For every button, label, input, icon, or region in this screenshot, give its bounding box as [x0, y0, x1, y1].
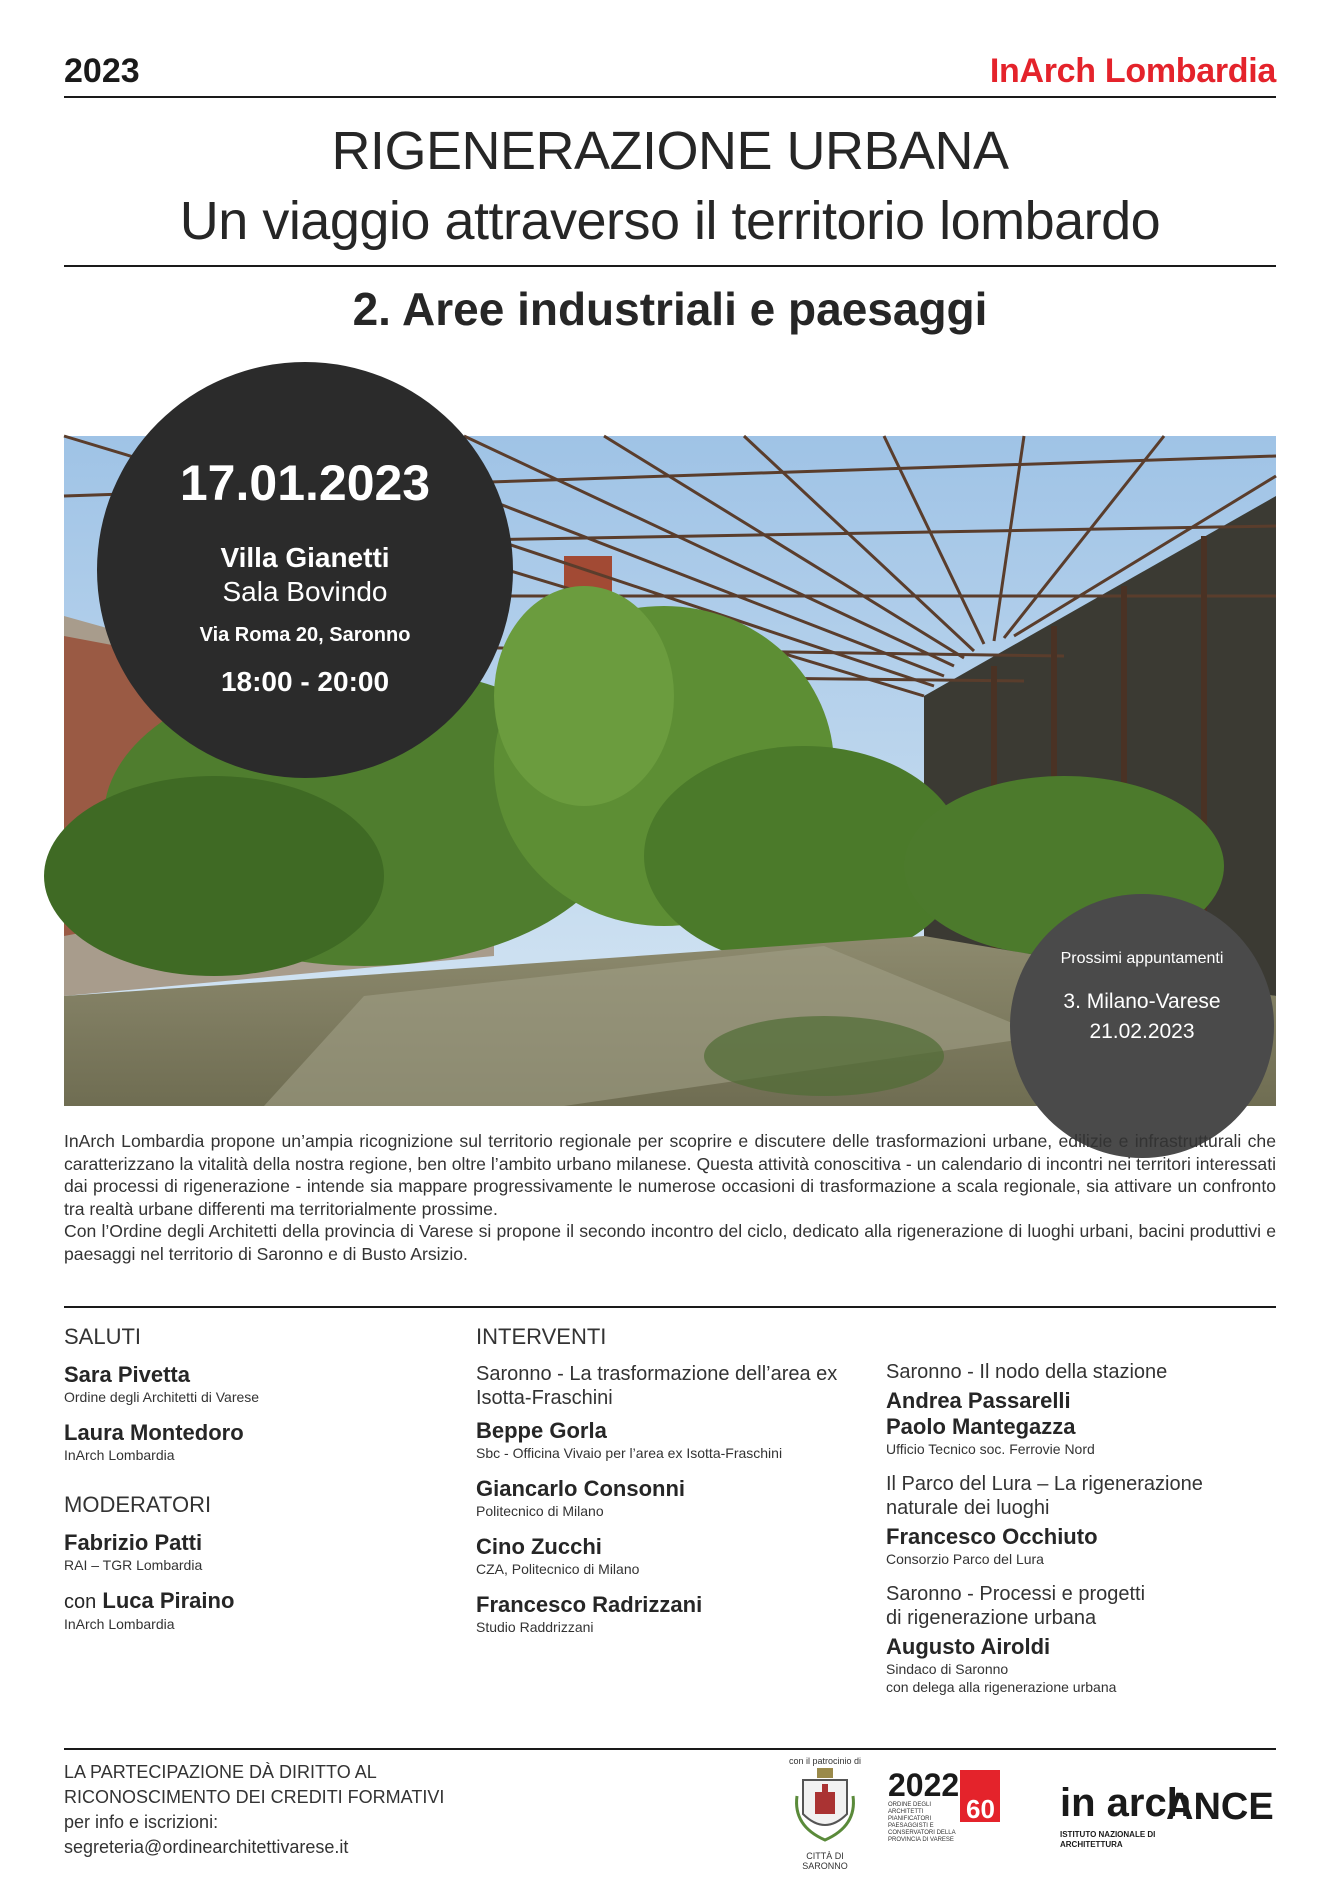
speaker — [64, 1588, 454, 1633]
anniversary-mark: 60 — [966, 1794, 995, 1824]
speaker-name: Cino Zucchi — [476, 1534, 602, 1559]
speaker-affiliation: CZA, Politecnico di Milano — [476, 1561, 640, 1577]
session-topic: Saronno - Il nodo della stazione — [886, 1361, 1168, 1383]
speaker-affiliation: Consorzio Parco del Lura — [886, 1551, 1044, 1567]
speaker-name: Francesco Radrizzani — [476, 1592, 703, 1617]
event-address: Via Roma 20, Saronno — [199, 624, 411, 646]
event-venue: Villa Gianetti — [220, 542, 390, 573]
speaker-affiliation: Politecnico di Milano — [476, 1503, 604, 1519]
order-of-architects-logo — [886, 1756, 1020, 1845]
section-heading: INTERVENTI — [476, 1324, 607, 1349]
speaker-name: Francesco Occhiuto — [886, 1524, 1098, 1549]
intro-paragraph: InArch Lombardia propone un’ampia ricognizione sul territorio regionale per scoprire e discutere delle trasformazioni urbane, edilizie e infrastrutturali che caratterizzano la vitalità della nostra regione, ben oltre l’ambito urbano milanese. Questa attività conoscitiva - un calendario di incontri nei territori interessati dai processi di rigenerazione - intende sia mappare progressivamente le numerose occasioni di trasformazione a scala regionale, sia attivare un confronto tra realtà urbane differenti ma territorialmente prossime. — [64, 1131, 1276, 1219]
city-name: CITTÀ DI — [806, 1851, 844, 1861]
footer-info — [64, 1760, 484, 1860]
speaker-affiliation: Sindaco di Saronno — [886, 1661, 1009, 1677]
credits-note: LA PARTECIPAZIONE DÀ DIRITTO AL — [64, 1762, 377, 1782]
event-date: 17.01.2023 — [179, 455, 431, 511]
info-label: per info e iscrizioni: — [64, 1812, 219, 1832]
speaker-name-text: Luca Piraino — [102, 1588, 235, 1613]
saronno-patronage-logo — [780, 1756, 870, 1871]
speaker-name: Andrea Passarelli — [886, 1388, 1071, 1413]
speaker — [886, 1634, 1286, 1696]
speaker-affiliation: con delega alla rigenerazione urbana — [886, 1679, 1117, 1695]
speaker — [64, 1362, 454, 1406]
speaker-affiliation: InArch Lombardia — [64, 1616, 175, 1632]
divider — [64, 96, 1276, 98]
section-heading: MODERATORI — [64, 1492, 212, 1517]
event-room: Sala Bovindo — [222, 576, 388, 607]
patronage-caption: con il patrocinio di — [788, 1756, 862, 1766]
divider — [64, 1306, 1276, 1308]
program-column-interventi — [476, 1324, 876, 1650]
episode-title: 2. Aree industriali e paesaggi — [352, 283, 988, 335]
inarch-name: ISTITUTO NAZIONALE DI ARCHITETTURA — [1060, 1830, 1156, 1849]
inarch-logo — [1060, 1756, 1192, 1861]
speaker — [476, 1476, 876, 1520]
speaker-name: Fabrizio Patti — [64, 1530, 203, 1555]
speaker-affiliation: InArch Lombardia — [64, 1447, 175, 1463]
main-title: RIGENERAZIONE URBANA — [331, 121, 1009, 181]
year-label: 2023 — [64, 52, 140, 90]
main-subtitle: Un viaggio attraverso il territorio lombardo — [179, 191, 1161, 251]
speaker-affiliation: Ordine degli Architetti di Varese — [64, 1389, 260, 1405]
speaker — [64, 1420, 454, 1464]
next-event-name: 3. Milano-Varese — [1063, 990, 1221, 1013]
header-bar — [64, 52, 1276, 92]
credits-note: RICONOSCIMENTO DEI CREDITI FORMATIVI — [64, 1787, 445, 1807]
speaker-prefix: con — [64, 1591, 97, 1613]
speaker-name: Laura Montedoro — [64, 1420, 244, 1445]
speaker — [476, 1534, 876, 1578]
contact-email[interactable]: segreteria@ordinearchitettivarese.it — [64, 1837, 349, 1857]
ance-wordmark: ANCE — [1166, 1786, 1274, 1828]
session-topic: Saronno - La trasformazione dell’area ex Isotta-Fraschini — [476, 1363, 838, 1409]
program-column-saluti — [64, 1324, 454, 1647]
speaker-name: Beppe Gorla — [476, 1418, 607, 1443]
next-event-label: Prossimi appuntamenti — [1060, 950, 1224, 967]
speaker — [886, 1524, 1286, 1568]
organization-name: InArch Lombardia — [989, 52, 1276, 90]
speaker-name: Sara Pivetta — [64, 1362, 190, 1387]
intro-text — [64, 1130, 1276, 1265]
event-time: 18:00 - 20:00 — [220, 666, 390, 697]
divider — [64, 1748, 1276, 1750]
next-event-circle — [1010, 894, 1274, 1158]
session-topic: Saronno - Processi e progetti — [886, 1583, 1146, 1605]
city-name: SARONNO — [802, 1861, 848, 1871]
speaker — [64, 1530, 454, 1574]
speaker — [476, 1418, 876, 1462]
speaker-affiliation: Studio Raddrizzani — [476, 1619, 594, 1635]
speaker-affiliation: Sbc - Officina Vivaio per l’area ex Isotta-Fraschini — [476, 1445, 783, 1461]
speaker — [886, 1388, 1286, 1458]
speaker-affiliation: RAI – TGR Lombardia — [64, 1557, 203, 1573]
speaker-affiliation: Ufficio Tecnico soc. Ferrovie Nord — [886, 1441, 1095, 1457]
speaker-name: Augusto Airoldi — [886, 1634, 1051, 1659]
session-topic: Il Parco del Lura – La rigenerazione naturale dei luoghi — [886, 1473, 1203, 1519]
event-info-circle — [97, 362, 513, 778]
speaker-name: Paolo Mantegazza — [886, 1414, 1076, 1439]
next-event-date: 21.02.2023 — [1089, 1020, 1195, 1043]
speaker — [476, 1592, 876, 1636]
program-column-interventi-continued — [886, 1360, 1286, 1710]
section-heading: SALUTI — [64, 1324, 142, 1349]
divider — [64, 265, 1276, 267]
speaker-name — [64, 1588, 454, 1615]
order-name: ORDINE DEGLI ARCHITETTI PIANIFICATORI PAESAGGISTI E CONSERVATORI DELLA PROVINCIA DI VARESE — [888, 1802, 956, 1843]
inarch-mark: in arch — [1060, 1781, 1192, 1825]
order-year: 2022 — [888, 1767, 960, 1803]
session-topic: di rigenerazione urbana — [886, 1607, 1097, 1629]
coat-of-arms-icon — [795, 1766, 855, 1846]
speaker-name: Giancarlo Consonni — [476, 1476, 686, 1501]
ance-logo — [1166, 1786, 1274, 1829]
intro-paragraph: Con l’Ordine degli Architetti della provincia di Varese si propone il secondo incontro del ciclo, dedicato alla rigenerazione di luoghi urbani, bacini produttivi e paesaggi nel territorio di Saronno e di Busto Arsizio. — [64, 1221, 1276, 1264]
